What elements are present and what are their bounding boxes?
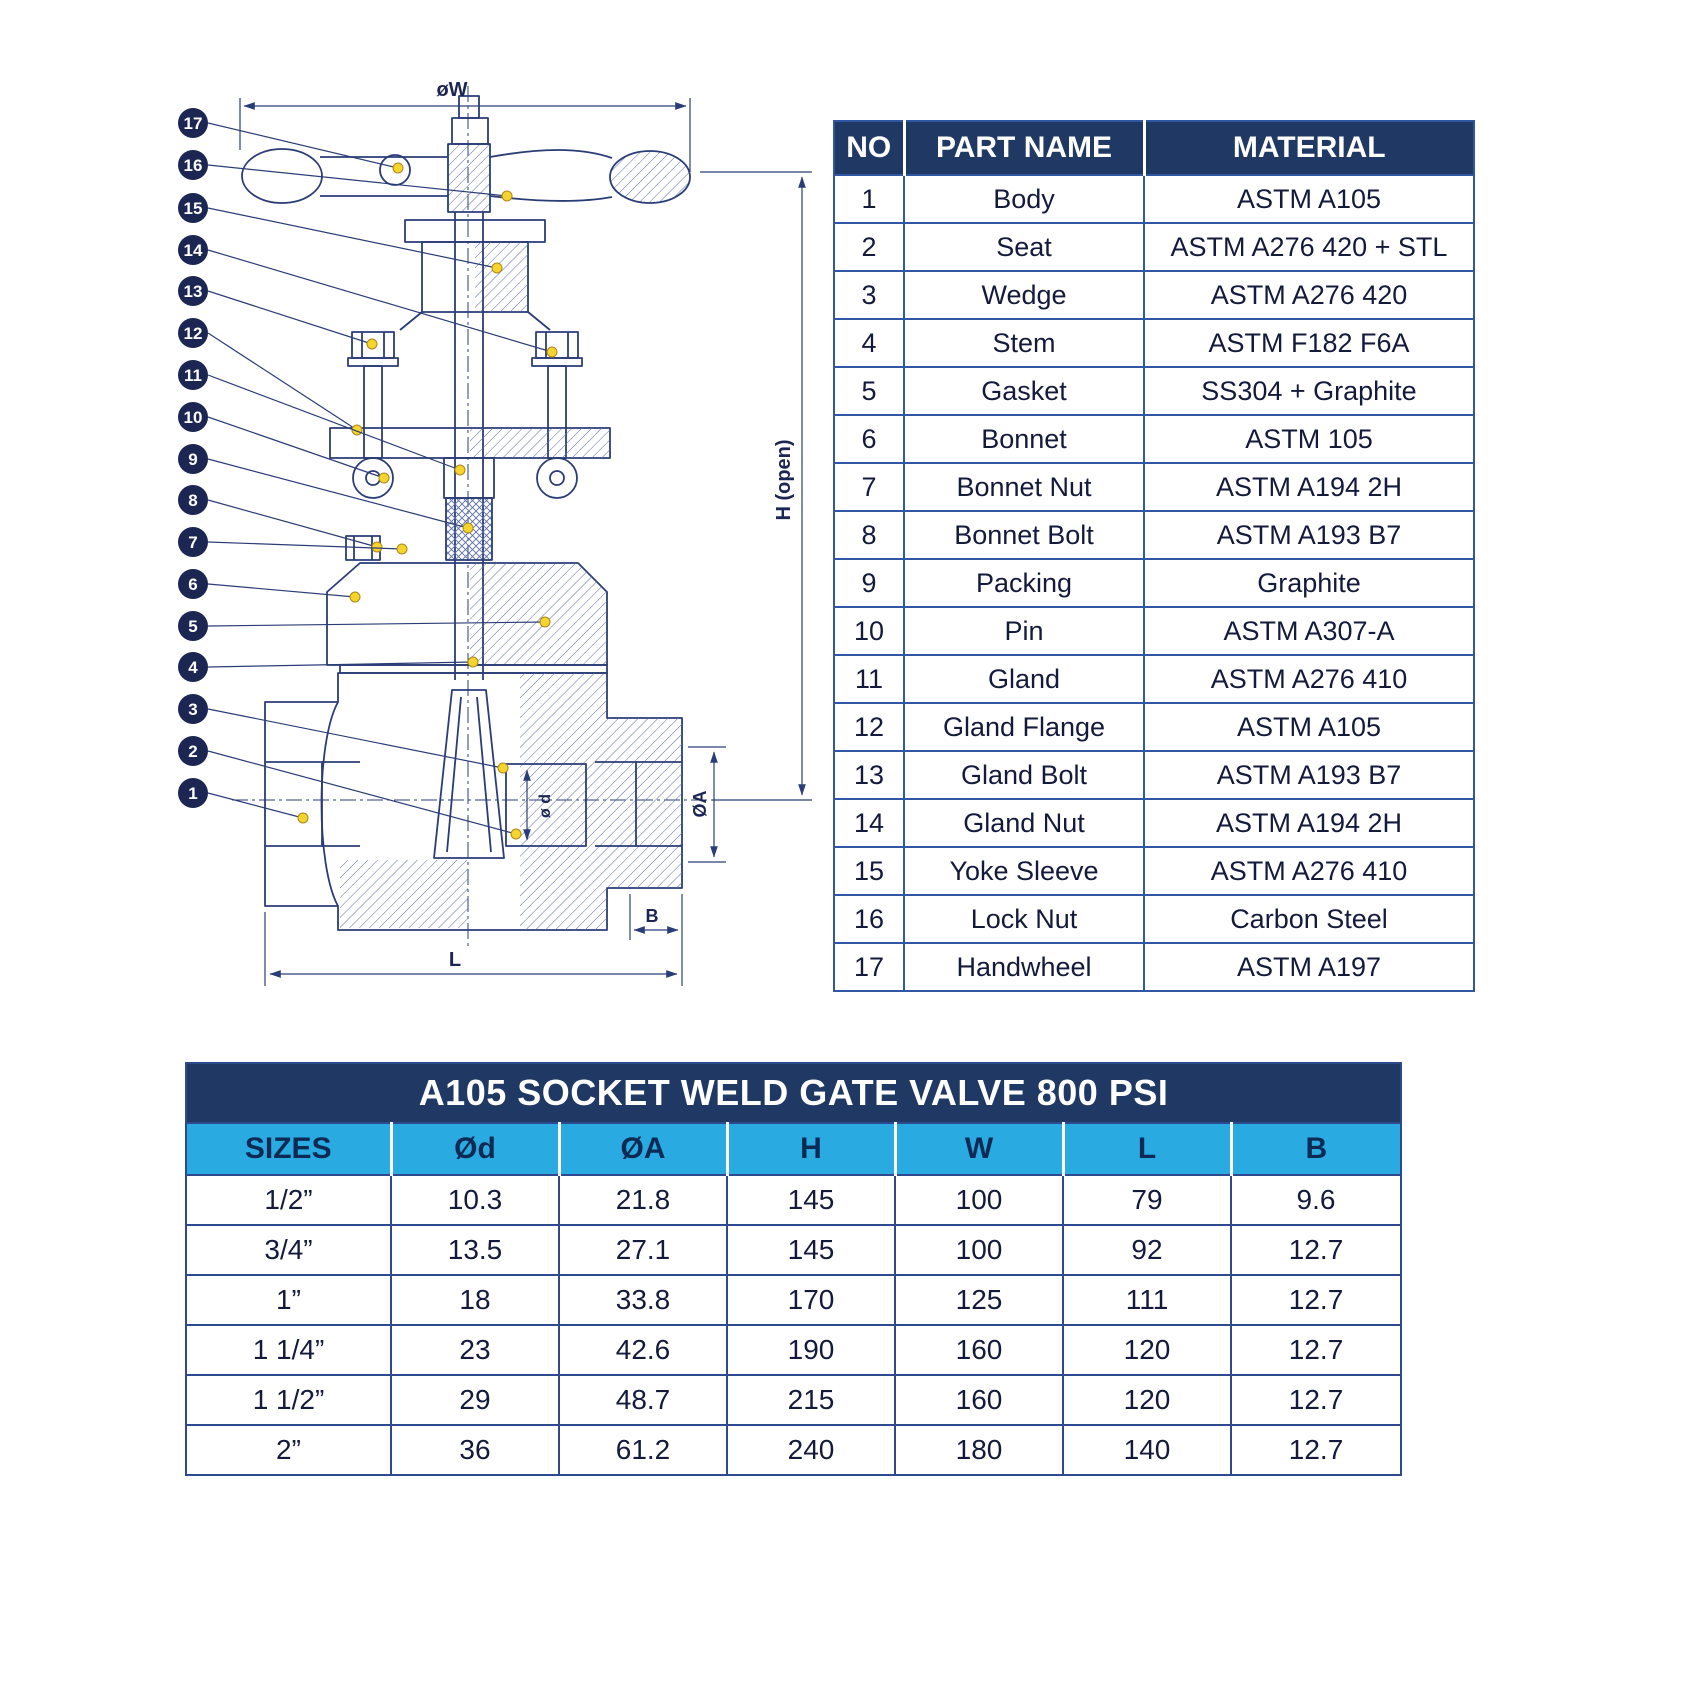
leader-dot — [367, 339, 377, 349]
part-material: ASTM A307-A — [1144, 607, 1474, 655]
leader-dot — [502, 191, 512, 201]
dim-label-w: øW — [436, 79, 468, 101]
parts-table-row — [834, 271, 1474, 319]
callout-number: 3 — [188, 700, 198, 719]
size-column-header: Ød — [391, 1123, 559, 1175]
callout-number: 10 — [183, 408, 203, 427]
dimension-value: 12.7 — [1231, 1425, 1401, 1475]
dimension-value: 100 — [895, 1225, 1063, 1275]
parts-table — [833, 120, 1475, 992]
leader-dot — [372, 542, 382, 552]
parts-table-row — [834, 703, 1474, 751]
dimension-value: 240 — [727, 1425, 895, 1475]
leader-dot — [492, 263, 502, 273]
size-value: 1 1/2” — [186, 1375, 391, 1425]
part-material: ASTM A194 2H — [1144, 463, 1474, 511]
dimension-value: 170 — [727, 1275, 895, 1325]
dim-label-l: L — [448, 949, 462, 971]
part-name: Gland — [904, 655, 1144, 703]
part-no: 15 — [834, 847, 904, 895]
callout-number: 9 — [188, 450, 198, 469]
callout-number: 8 — [188, 491, 198, 510]
parts-table-row — [834, 799, 1474, 847]
dimension-value: 61.2 — [559, 1425, 727, 1475]
leader-dot — [540, 617, 550, 627]
part-name: Gland Nut — [904, 799, 1144, 847]
part-name: Lock Nut — [904, 895, 1144, 943]
leader-dot — [397, 544, 407, 554]
dimension-value: 215 — [727, 1375, 895, 1425]
part-name: Gasket — [904, 367, 1144, 415]
parts-table-row — [834, 415, 1474, 463]
part-material: ASTM A197 — [1144, 943, 1474, 991]
parts-table-row — [834, 655, 1474, 703]
part-material: ASTM A193 B7 — [1144, 751, 1474, 799]
callout-number: 2 — [188, 742, 198, 761]
size-table-panel — [185, 1062, 1400, 1476]
callout-leader-line — [208, 333, 357, 430]
part-no: 14 — [834, 799, 904, 847]
size-column-header: B — [1231, 1123, 1401, 1175]
leader-dot — [468, 657, 478, 667]
dimension-value: 120 — [1063, 1325, 1231, 1375]
callout-number: 6 — [188, 575, 198, 594]
part-name: Stem — [904, 319, 1144, 367]
dimension-value: 29 — [391, 1375, 559, 1425]
part-no: 7 — [834, 463, 904, 511]
dimension-value: 36 — [391, 1425, 559, 1475]
part-material: ASTM A276 410 — [1144, 655, 1474, 703]
part-material: ASTM F182 F6A — [1144, 319, 1474, 367]
part-name: Handwheel — [904, 943, 1144, 991]
size-value: 2” — [186, 1425, 391, 1475]
size-column-header: W — [895, 1123, 1063, 1175]
dimension-value: 125 — [895, 1275, 1063, 1325]
size-table-title: A105 SOCKET WELD GATE VALVE 800 PSI — [186, 1063, 1401, 1123]
callout-number: 7 — [188, 533, 198, 552]
parts-table-row — [834, 223, 1474, 271]
dimension-value: 145 — [727, 1175, 895, 1225]
dimension-value: 160 — [895, 1325, 1063, 1375]
callout-leader-line — [208, 751, 516, 834]
size-table — [185, 1062, 1402, 1476]
part-material: Carbon Steel — [1144, 895, 1474, 943]
part-name: Seat — [904, 223, 1144, 271]
dimension-value: 10.3 — [391, 1175, 559, 1225]
dimension-value: 12.7 — [1231, 1225, 1401, 1275]
parts-table-row — [834, 319, 1474, 367]
part-name: Packing — [904, 559, 1144, 607]
part-no: 13 — [834, 751, 904, 799]
size-value: 1 1/4” — [186, 1325, 391, 1375]
callout-number: 1 — [188, 784, 198, 803]
callout-number: 5 — [188, 617, 198, 636]
size-value: 1/2” — [186, 1175, 391, 1225]
callout-number: 13 — [183, 282, 203, 301]
part-name: Yoke Sleeve — [904, 847, 1144, 895]
part-no: 10 — [834, 607, 904, 655]
leader-dot — [298, 813, 308, 823]
part-no: 3 — [834, 271, 904, 319]
valve-technical-drawing — [150, 70, 830, 1010]
dimension-value: 9.6 — [1231, 1175, 1401, 1225]
dimension-value: 12.7 — [1231, 1325, 1401, 1375]
part-name: Pin — [904, 607, 1144, 655]
parts-table-row — [834, 943, 1474, 991]
leader-dot — [498, 763, 508, 773]
part-name: Body — [904, 175, 1144, 223]
part-material: ASTM A105 — [1144, 703, 1474, 751]
part-material: ASTM A276 410 — [1144, 847, 1474, 895]
part-material: Graphite — [1144, 559, 1474, 607]
part-no: 1 — [834, 175, 904, 223]
dimension-value: 12.7 — [1231, 1375, 1401, 1425]
dimension-value: 33.8 — [559, 1275, 727, 1325]
callout-leader-line — [208, 500, 377, 547]
size-title-row — [186, 1063, 1401, 1123]
size-table-row — [186, 1175, 1401, 1225]
centerlines — [232, 86, 772, 948]
dimension-value: 111 — [1063, 1275, 1231, 1325]
callout-number: 16 — [183, 156, 203, 175]
leader-dot — [547, 347, 557, 357]
part-material: ASTM 105 — [1144, 415, 1474, 463]
dimension-value: 120 — [1063, 1375, 1231, 1425]
size-table-row — [186, 1325, 1401, 1375]
leader-dot — [379, 473, 389, 483]
callout-leader-line — [208, 459, 468, 528]
part-no: 11 — [834, 655, 904, 703]
callout-number: 17 — [183, 114, 203, 133]
dim-label-a: ØA — [690, 790, 710, 818]
dim-label-d: ø d — [537, 794, 554, 818]
parts-table-row — [834, 175, 1474, 223]
part-name: Bonnet — [904, 415, 1144, 463]
size-header-row — [186, 1123, 1401, 1175]
dimension-value: 140 — [1063, 1425, 1231, 1475]
leader-dot — [511, 829, 521, 839]
dimension-value: 27.1 — [559, 1225, 727, 1275]
dimension-value: 21.8 — [559, 1175, 727, 1225]
part-name: Gland Flange — [904, 703, 1144, 751]
part-no: 12 — [834, 703, 904, 751]
size-table-row — [186, 1225, 1401, 1275]
parts-header-material: MATERIAL — [1144, 121, 1474, 175]
dimension-value: 23 — [391, 1325, 559, 1375]
callout-leader-line — [208, 291, 372, 344]
size-column-header: H — [727, 1123, 895, 1175]
dimension-value: 190 — [727, 1325, 895, 1375]
part-no: 17 — [834, 943, 904, 991]
size-table-row — [186, 1425, 1401, 1475]
callout-leader-line — [208, 375, 460, 470]
part-no: 5 — [834, 367, 904, 415]
parts-table-panel — [833, 120, 1473, 992]
leader-dot — [463, 523, 473, 533]
part-no: 9 — [834, 559, 904, 607]
part-no: 4 — [834, 319, 904, 367]
part-material: ASTM A276 420 + STL — [1144, 223, 1474, 271]
dimension-value: 92 — [1063, 1225, 1231, 1275]
leader-dot — [350, 592, 360, 602]
parts-table-row — [834, 751, 1474, 799]
part-name: Wedge — [904, 271, 1144, 319]
part-no: 6 — [834, 415, 904, 463]
size-column-header: SIZES — [186, 1123, 391, 1175]
parts-header-no: NO — [834, 121, 904, 175]
dimension-value: 18 — [391, 1275, 559, 1325]
leader-dot — [455, 465, 465, 475]
size-table-row — [186, 1275, 1401, 1325]
parts-table-row — [834, 463, 1474, 511]
part-material: ASTM A193 B7 — [1144, 511, 1474, 559]
parts-table-row — [834, 559, 1474, 607]
dim-label-b: B — [645, 906, 659, 926]
parts-table-row — [834, 367, 1474, 415]
dimension-value: 160 — [895, 1375, 1063, 1425]
callout-leader-line — [208, 208, 497, 268]
part-name: Bonnet Nut — [904, 463, 1144, 511]
part-material: ASTM A194 2H — [1144, 799, 1474, 847]
callout-number: 4 — [188, 658, 198, 677]
parts-header-row — [834, 121, 1474, 175]
size-column-header: L — [1063, 1123, 1231, 1175]
parts-table-row — [834, 607, 1474, 655]
size-table-row — [186, 1375, 1401, 1425]
size-column-header: ØA — [559, 1123, 727, 1175]
parts-table-row — [834, 847, 1474, 895]
dimension-value: 79 — [1063, 1175, 1231, 1225]
valve-body-drawing — [242, 96, 690, 930]
dimension-value: 48.7 — [559, 1375, 727, 1425]
part-no: 16 — [834, 895, 904, 943]
parts-header-name: PART NAME — [904, 121, 1144, 175]
gate-valve-cross-section-svg — [150, 70, 830, 1010]
callout-leader-line — [208, 123, 398, 168]
size-value: 3/4” — [186, 1225, 391, 1275]
part-material: ASTM A276 420 — [1144, 271, 1474, 319]
part-name: Bonnet Bolt — [904, 511, 1144, 559]
dimension-value: 12.7 — [1231, 1275, 1401, 1325]
part-name: Gland Bolt — [904, 751, 1144, 799]
parts-table-row — [834, 895, 1474, 943]
dim-label-h: H (open) — [773, 439, 795, 521]
part-no: 8 — [834, 511, 904, 559]
leader-dot — [393, 163, 403, 173]
part-no: 2 — [834, 223, 904, 271]
size-value: 1” — [186, 1275, 391, 1325]
callout-leader-line — [208, 793, 303, 818]
part-material: SS304 + Graphite — [1144, 367, 1474, 415]
dimension-value: 100 — [895, 1175, 1063, 1225]
callout-number: 15 — [183, 199, 203, 218]
callout-number: 11 — [184, 366, 202, 385]
parts-table-row — [834, 511, 1474, 559]
dimension-value: 145 — [727, 1225, 895, 1275]
part-material: ASTM A105 — [1144, 175, 1474, 223]
callout-number: 12 — [183, 324, 203, 343]
dimension-value: 180 — [895, 1425, 1063, 1475]
dimension-value: 13.5 — [391, 1225, 559, 1275]
dimension-value: 42.6 — [559, 1325, 727, 1375]
callout-number: 14 — [183, 241, 203, 260]
